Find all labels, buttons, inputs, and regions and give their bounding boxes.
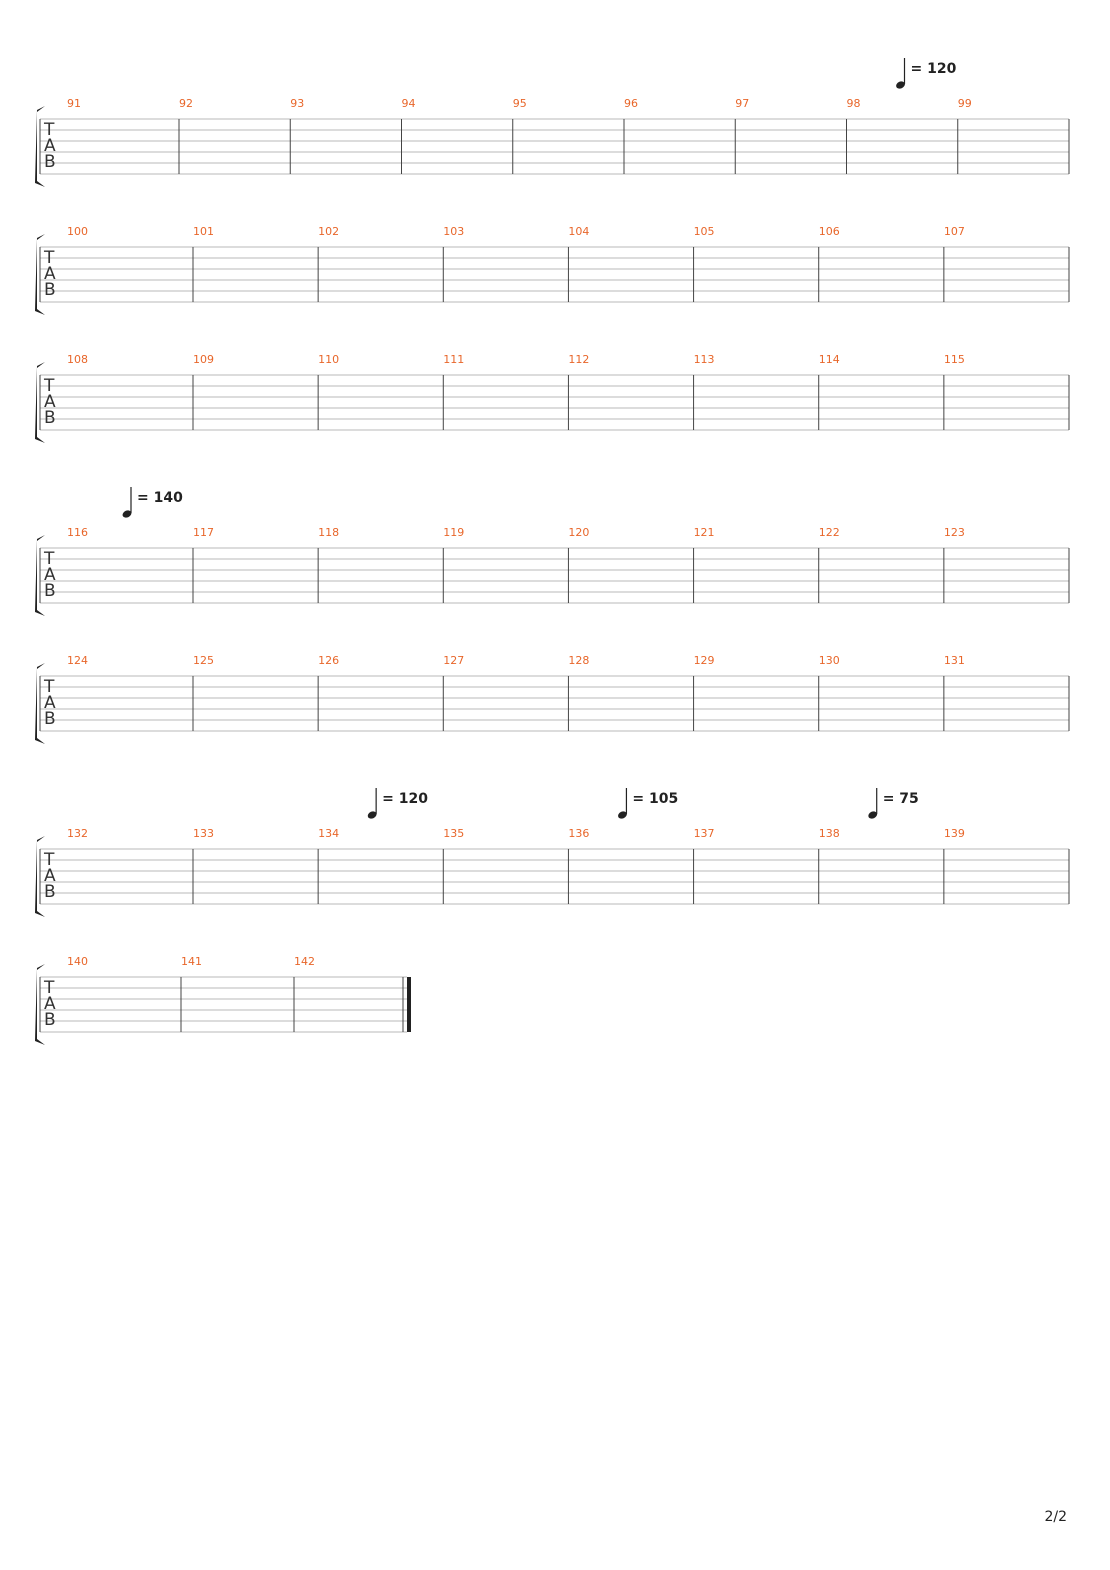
measure-number: 115 (943, 353, 965, 366)
measure-number: 138 (818, 827, 840, 840)
measure-number: 102 (318, 225, 340, 238)
measure-number: 126 (318, 654, 340, 667)
measure-number: 135 (443, 827, 465, 840)
tab-clef-letter: T (44, 850, 55, 870)
tab-clef-letter: T (44, 549, 55, 569)
tab-clef-letter: A (44, 565, 56, 585)
measure-number: 140 (67, 955, 88, 968)
measure-number: 125 (193, 654, 214, 667)
tab-clef-letter: A (44, 693, 56, 713)
measure-number: 112 (568, 353, 590, 366)
measure-number: 137 (693, 827, 715, 840)
measure-number: 116 (67, 526, 88, 539)
measure-number: 124 (67, 654, 88, 667)
measure-number: 109 (193, 353, 214, 366)
measure-number: 93 (290, 97, 305, 110)
quarter-note-icon (121, 487, 132, 519)
tempo-marking: = 120 (382, 791, 428, 807)
measure-number: 114 (818, 353, 840, 366)
measure-number: 127 (443, 654, 465, 667)
tab-clef-letter: A (44, 994, 56, 1014)
measure-number: 91 (67, 97, 81, 110)
measure-number: 122 (818, 526, 840, 539)
tab-clef-letter: T (44, 248, 55, 268)
measure-number: 100 (67, 225, 88, 238)
tab-clef-letter: T (44, 376, 55, 396)
measure-number: 130 (818, 654, 840, 667)
measure-number: 139 (943, 827, 965, 840)
tab-clef-letter: B (44, 709, 56, 729)
measure-number: 133 (193, 827, 214, 840)
measure-number: 123 (943, 526, 965, 539)
measure-number: 128 (568, 654, 590, 667)
tab-clef-letter: B (44, 581, 56, 601)
tempo-marking: = 105 (632, 791, 679, 807)
page-number: 2/2 (1044, 1509, 1067, 1525)
measure-number: 92 (179, 97, 193, 110)
tab-clef-letter: T (44, 120, 55, 140)
tab-clef-letter: T (44, 978, 55, 998)
measure-number: 105 (693, 225, 715, 238)
measure-number: 134 (318, 827, 340, 840)
measure-number: 107 (943, 225, 965, 238)
final-barline-thick (407, 977, 411, 1032)
measure-number: 142 (294, 955, 315, 968)
measure-number: 120 (568, 526, 590, 539)
measure-number: 95 (512, 97, 527, 110)
quarter-note-icon (867, 788, 878, 820)
tab-clef-letter: A (44, 264, 56, 284)
measure-number: 97 (735, 97, 750, 110)
measure-number: 118 (318, 526, 340, 539)
measure-number: 119 (443, 526, 465, 539)
tab-clef-letter: A (44, 392, 56, 412)
measure-number: 99 (957, 97, 972, 110)
tab-clef-letter: B (44, 882, 56, 902)
measure-number: 141 (181, 955, 202, 968)
tempo-marking: = 120 (910, 61, 957, 77)
measure-number: 104 (568, 225, 590, 238)
tab-clef-letter: B (44, 152, 56, 172)
measure-number: 110 (318, 353, 340, 366)
tab-clef-letter: B (44, 408, 56, 428)
measure-number: 106 (818, 225, 840, 238)
measure-number: 131 (943, 654, 965, 667)
tab-clef-letter: T (44, 677, 55, 697)
tab-clef-letter: A (44, 136, 56, 156)
measure-number: 132 (67, 827, 88, 840)
measure-number: 113 (693, 353, 715, 366)
tab-clef-letter: B (44, 1010, 56, 1030)
tempo-marking: = 75 (882, 791, 919, 807)
tab-clef-letter: B (44, 280, 56, 300)
measure-number: 121 (693, 526, 715, 539)
measure-number: 111 (443, 353, 465, 366)
measure-number: 136 (568, 827, 590, 840)
measure-number: 101 (193, 225, 214, 238)
measure-number: 129 (693, 654, 715, 667)
quarter-note-icon (895, 58, 906, 90)
measure-number: 103 (443, 225, 465, 238)
measure-number: 96 (624, 97, 638, 110)
tempo-marking: = 140 (137, 490, 183, 506)
quarter-note-icon (617, 788, 628, 820)
measure-number: 98 (846, 97, 861, 110)
measure-number: 94 (401, 97, 416, 110)
measure-number: 117 (193, 526, 214, 539)
measure-number: 108 (67, 353, 88, 366)
tab-clef-letter: A (44, 866, 56, 886)
quarter-note-icon (367, 788, 378, 820)
